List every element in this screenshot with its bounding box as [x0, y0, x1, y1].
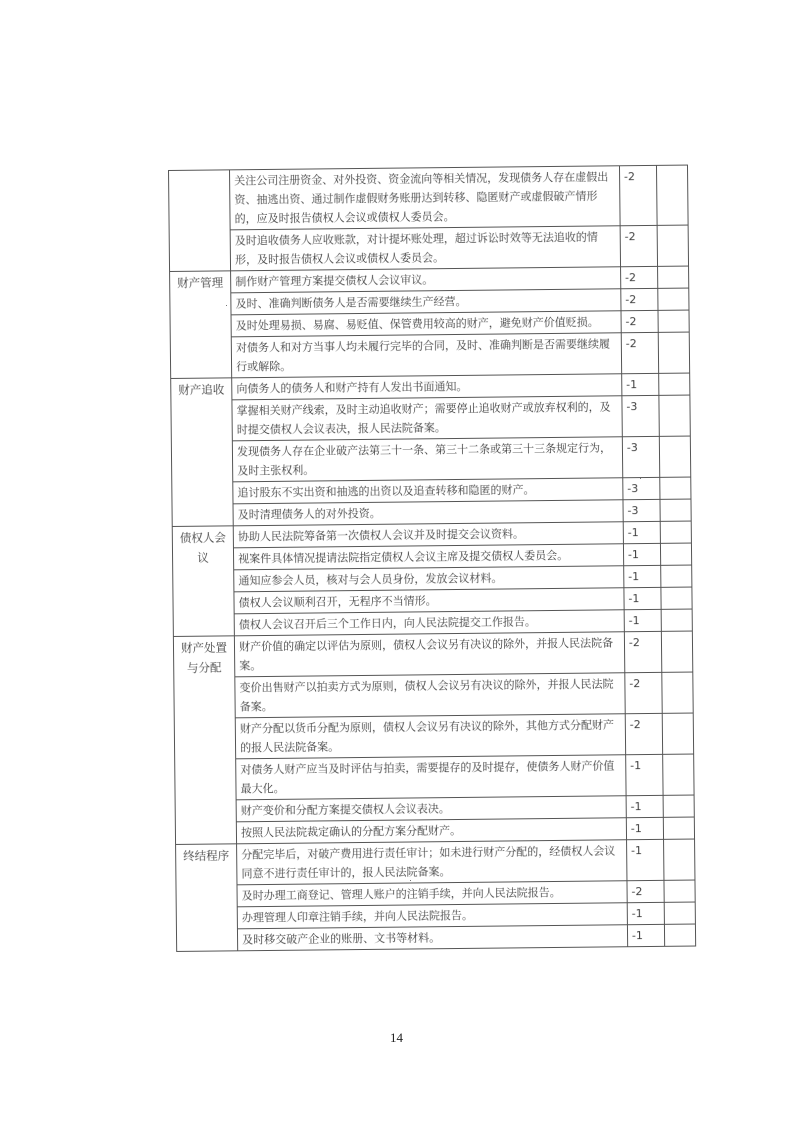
blank-cell	[658, 310, 689, 332]
criterion-text: 变价出售财产以拍卖方式为原则，债权人会议另有决议的除外，并报人民法院备案。	[235, 673, 625, 718]
criterion-text: 对债务人和对方当事人均未履行完毕的合同，及时、准确判断是否需要继续履行或解除。	[231, 333, 621, 378]
deduction-score: -2	[621, 288, 658, 310]
blank-cell	[657, 266, 688, 288]
blank-cell	[659, 436, 691, 477]
table-row	[169, 225, 688, 271]
scan-speck	[640, 478, 641, 479]
blank-cell	[659, 373, 690, 395]
criterion-text: 协助人民法院筹备第一次债权人会议并及时提交会议资料。	[233, 522, 623, 548]
deduction-score: -1	[626, 839, 663, 880]
blank-cell	[660, 543, 691, 565]
deduction-score: -1	[627, 924, 664, 946]
blank-cell	[663, 754, 695, 795]
table-row	[173, 631, 692, 677]
deduction-score: -2	[621, 332, 658, 373]
blank-cell	[664, 924, 695, 946]
blank-cell	[661, 631, 693, 672]
category-cell: 终结程序	[176, 844, 238, 952]
criterion-text: 办理管理人印章注销手续，并向人民法院报告。	[237, 903, 627, 929]
category-cell: 债权人会议	[172, 526, 234, 637]
scanned-page	[168, 165, 696, 952]
deduction-score: -3	[622, 436, 659, 477]
criterion-text: 发现债务人存在企业破产法第三十一条、第三十二条或第三十三条规定行为，及时主张权利。	[232, 437, 622, 482]
blank-cell	[658, 332, 690, 373]
criterion-text: 分配完毕后，对破产费用进行责任审计；如未进行财产分配的，经债权人会议同意不进行责任审计的，报人民法院备案。	[237, 840, 627, 885]
deduction-score: -2	[625, 713, 662, 754]
criterion-text: 及时清理债务人的对外投资。	[233, 500, 623, 526]
blank-cell	[664, 902, 695, 924]
category-cell	[169, 170, 231, 272]
table-row	[174, 672, 693, 718]
blank-cell	[660, 521, 691, 543]
deduction-score: -3	[623, 499, 660, 521]
deduction-score: -2	[627, 880, 664, 902]
criterion-text: 债权人会议顺利召开，无程序不当情形。	[234, 588, 624, 614]
blank-cell	[656, 165, 688, 225]
blank-cell	[661, 587, 692, 609]
blank-cell	[660, 477, 691, 499]
blank-cell	[663, 839, 695, 880]
table-row	[176, 924, 695, 951]
deduction-score: -1	[624, 609, 661, 631]
criterion-text: 及时、准确判断债务人是否需要继续生产经营。	[231, 289, 621, 315]
deduction-score: -2	[625, 672, 662, 713]
blank-cell	[657, 225, 689, 266]
deduction-score: -1	[623, 521, 660, 543]
criterion-text: 通知应参会人员，核对与会人员身份，发放会议材料。	[234, 566, 624, 592]
blank-cell	[661, 609, 692, 631]
table-row	[171, 395, 690, 441]
table-body	[169, 165, 696, 951]
criterion-text: 关注公司注册资金、对外投资、资金流向等相关情况，发现债务人存在虚假出资、抽逃出资、通过制作虚假财务账册达到转移、隐匿财产或虚假破产情形的，应及时报告债权人会议或债权人委员会。	[230, 166, 620, 230]
table-row	[171, 436, 690, 482]
deduction-score: -1	[624, 587, 661, 609]
deduction-score: -2	[620, 225, 657, 266]
criterion-text: 财产价值的确定以评估为原则，债权人会议另有决议的除外，并报人民法院备案。	[234, 632, 624, 677]
criterion-text: 财产分配以货币分配为原则，债权人会议另有决议的除外，其他方式分配财产的报人民法院备案。	[235, 714, 625, 759]
deduction-score: -2	[621, 310, 658, 332]
blank-cell	[662, 713, 694, 754]
deduction-score: -1	[622, 373, 659, 395]
table-row	[169, 165, 689, 230]
category-cell: 财产追收	[171, 378, 234, 527]
page-number: 14	[390, 1030, 403, 1045]
blank-cell	[664, 880, 695, 902]
criterion-text: 财产变价和分配方案提交债权人会议表决。	[236, 796, 626, 822]
criterion-text: 及时追收债务人应收账款，对计提坏账处理，超过诉讼时效等无法追收的情形，及时报告债权人会议或债权人委员会。	[230, 226, 620, 271]
scan-speck	[226, 305, 227, 306]
criterion-text: 追讨股东不实出资和抽逃的出资以及追查转移和隐匿的财产。	[233, 478, 623, 504]
deduction-score: -1	[626, 817, 663, 839]
criterion-text: 及时处理易损、易腐、易贬值、保管费用较高的财产，避免财产价值贬损。	[231, 311, 621, 337]
deduction-score: -2	[624, 631, 661, 672]
deduction-score: -2	[620, 266, 657, 288]
criterion-text: 及时办理工商登记、管理人账户的注销手续，并向人民法院报告。	[237, 881, 627, 907]
criterion-text: 按照人民法院裁定确认的分配方案分配财产。	[236, 818, 626, 844]
criterion-text: 债权人会议召开后三个工作日内，向人民法院提交工作报告。	[234, 610, 624, 636]
blank-cell	[663, 817, 694, 839]
deduction-score: -3	[623, 477, 660, 499]
blank-cell	[659, 395, 691, 436]
table-row	[175, 754, 694, 800]
criterion-text: 掌握相关财产线索，及时主动追收财产；需要停止追收财产或放弃权利的，及时提交债权人会议表决，报人民法院备案。	[232, 396, 622, 441]
deduction-score: -1	[624, 565, 661, 587]
criterion-text: 对债务人财产应当及时评估与拍卖，需要提存的及时提存，使债务人财产价值最大化。	[236, 755, 626, 800]
deduction-score: -1	[623, 543, 660, 565]
criterion-text: 及时移交破产企业的账册、文书等材料。	[238, 925, 628, 951]
blank-cell	[661, 565, 692, 587]
category-cell: 财产管理	[170, 271, 232, 379]
deduction-score: -1	[626, 754, 663, 795]
criterion-text: 向债务人的债务人和财产持有人发出书面通知。	[232, 374, 622, 400]
table-row	[176, 839, 695, 885]
deduction-score: -3	[622, 395, 659, 436]
deduction-score: -1	[627, 902, 664, 924]
scan-speck	[410, 880, 411, 881]
criterion-text: 视案件具体情况提请法院指定债权人会议主席及提交债权人委员会。	[234, 544, 624, 570]
blank-cell	[660, 499, 691, 521]
deduction-score: -1	[626, 795, 663, 817]
blank-cell	[658, 288, 689, 310]
assessment-table	[168, 165, 696, 952]
blank-cell	[662, 672, 694, 713]
category-cell: 财产处置与分配	[173, 636, 236, 845]
table-row	[174, 713, 693, 759]
deduction-score: -2	[619, 165, 657, 225]
table-row	[170, 332, 689, 378]
criterion-text: 制作财产管理方案提交债权人会议审议。	[231, 267, 621, 293]
blank-cell	[663, 795, 694, 817]
